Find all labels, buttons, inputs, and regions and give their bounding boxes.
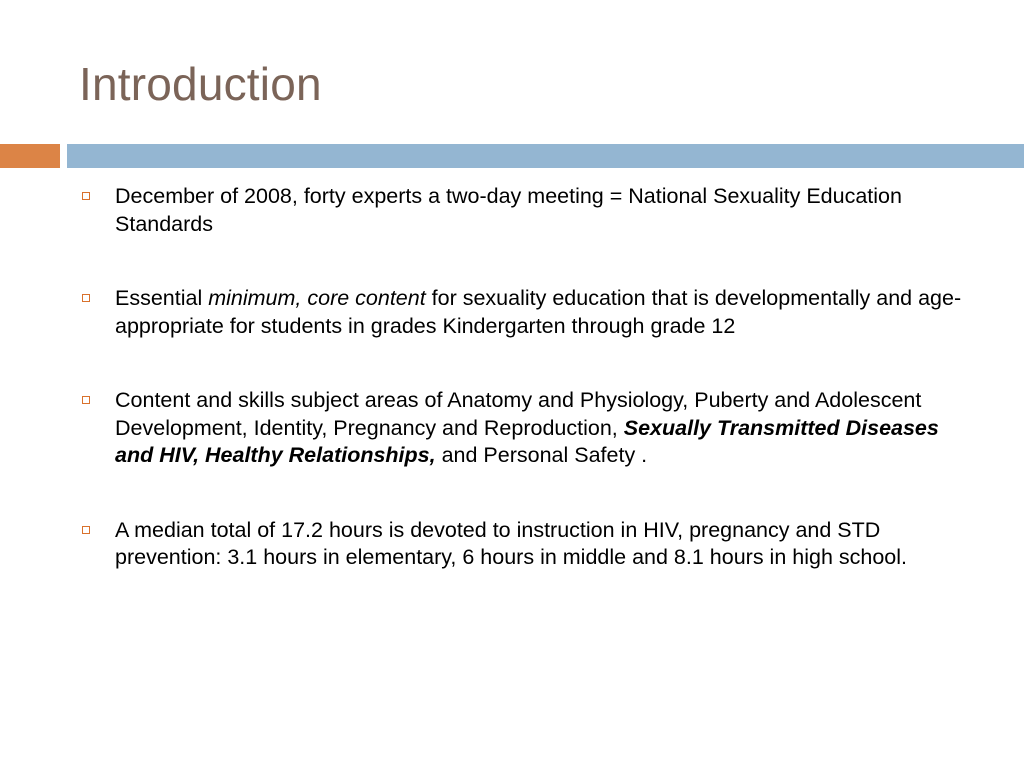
- bullet-text: [115, 286, 961, 338]
- bullet-text: [115, 518, 907, 570]
- bullet-text-run: December of 2008, forty experts a two-day meeting = National Sexuality Education Standards: [115, 184, 902, 236]
- bullet-text: [115, 184, 902, 236]
- hollow-square-bullet-icon: [82, 192, 90, 200]
- bullet-item: [80, 517, 980, 572]
- bullet-item: [80, 285, 980, 340]
- bullet-text-emphasis: Sexually Transmitted Diseases and HIV, Healthy Relationships,: [115, 415, 939, 467]
- bullet-item: [80, 387, 980, 470]
- accent-bar-orange: [0, 144, 60, 168]
- hollow-square-bullet-icon: [82, 396, 90, 404]
- bullet-list: [80, 183, 980, 619]
- slide-title: Introduction: [79, 58, 322, 110]
- bullet-text-emphasis: minimum, core content: [208, 286, 426, 310]
- hollow-square-bullet-icon: [82, 294, 90, 302]
- accent-bar-blue: [67, 144, 1024, 168]
- bullet-text-run: for sexuality education that is developmentally and age-appropriate for students in grades Kindergarten through grade 12: [115, 286, 962, 338]
- bullet-item: [80, 183, 980, 238]
- bullet-text: [115, 388, 939, 467]
- bullet-text-run: and Personal Safety .: [435, 443, 648, 467]
- bullet-text-run: Content and skills subject areas of Anatomy and Physiology, Puberty and Adolescent Development, Identity, Pregnancy and Reproduction,: [115, 388, 922, 440]
- hollow-square-bullet-icon: [82, 526, 90, 534]
- bullet-text-run: A median total of 17.2 hours is devoted to instruction in HIV, pregnancy and STD prevention: 3.1 hours in elementary, 6 hours in middle and 8.1 hours in high school.: [115, 517, 907, 569]
- bullet-text-run: Essential: [115, 286, 209, 310]
